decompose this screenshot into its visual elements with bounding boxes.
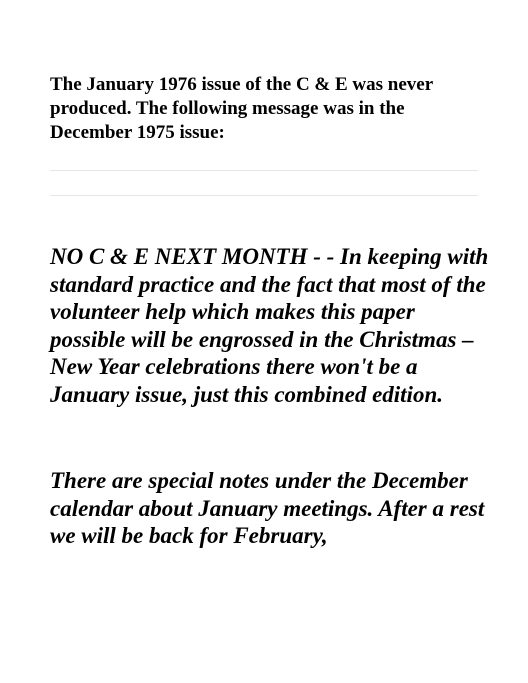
divider-top [50, 170, 478, 171]
intro-note: The January 1976 issue of the C & E was never produced. The following message was in the December 1975 issue: [50, 74, 433, 143]
divider-bottom [50, 195, 478, 196]
notice-paragraph-1: NO C & E NEXT MONTH - - In keeping with standard practice and the fact that most of the volunteer help which makes this paper possible will be engrossed in the Christmas – New Year celebrations there won't be a January issue, just this combined edition. [50, 244, 489, 407]
notice-paragraph-2: There are special notes under the December calendar about January meetings. After a rest we will be back for February, [50, 468, 485, 548]
